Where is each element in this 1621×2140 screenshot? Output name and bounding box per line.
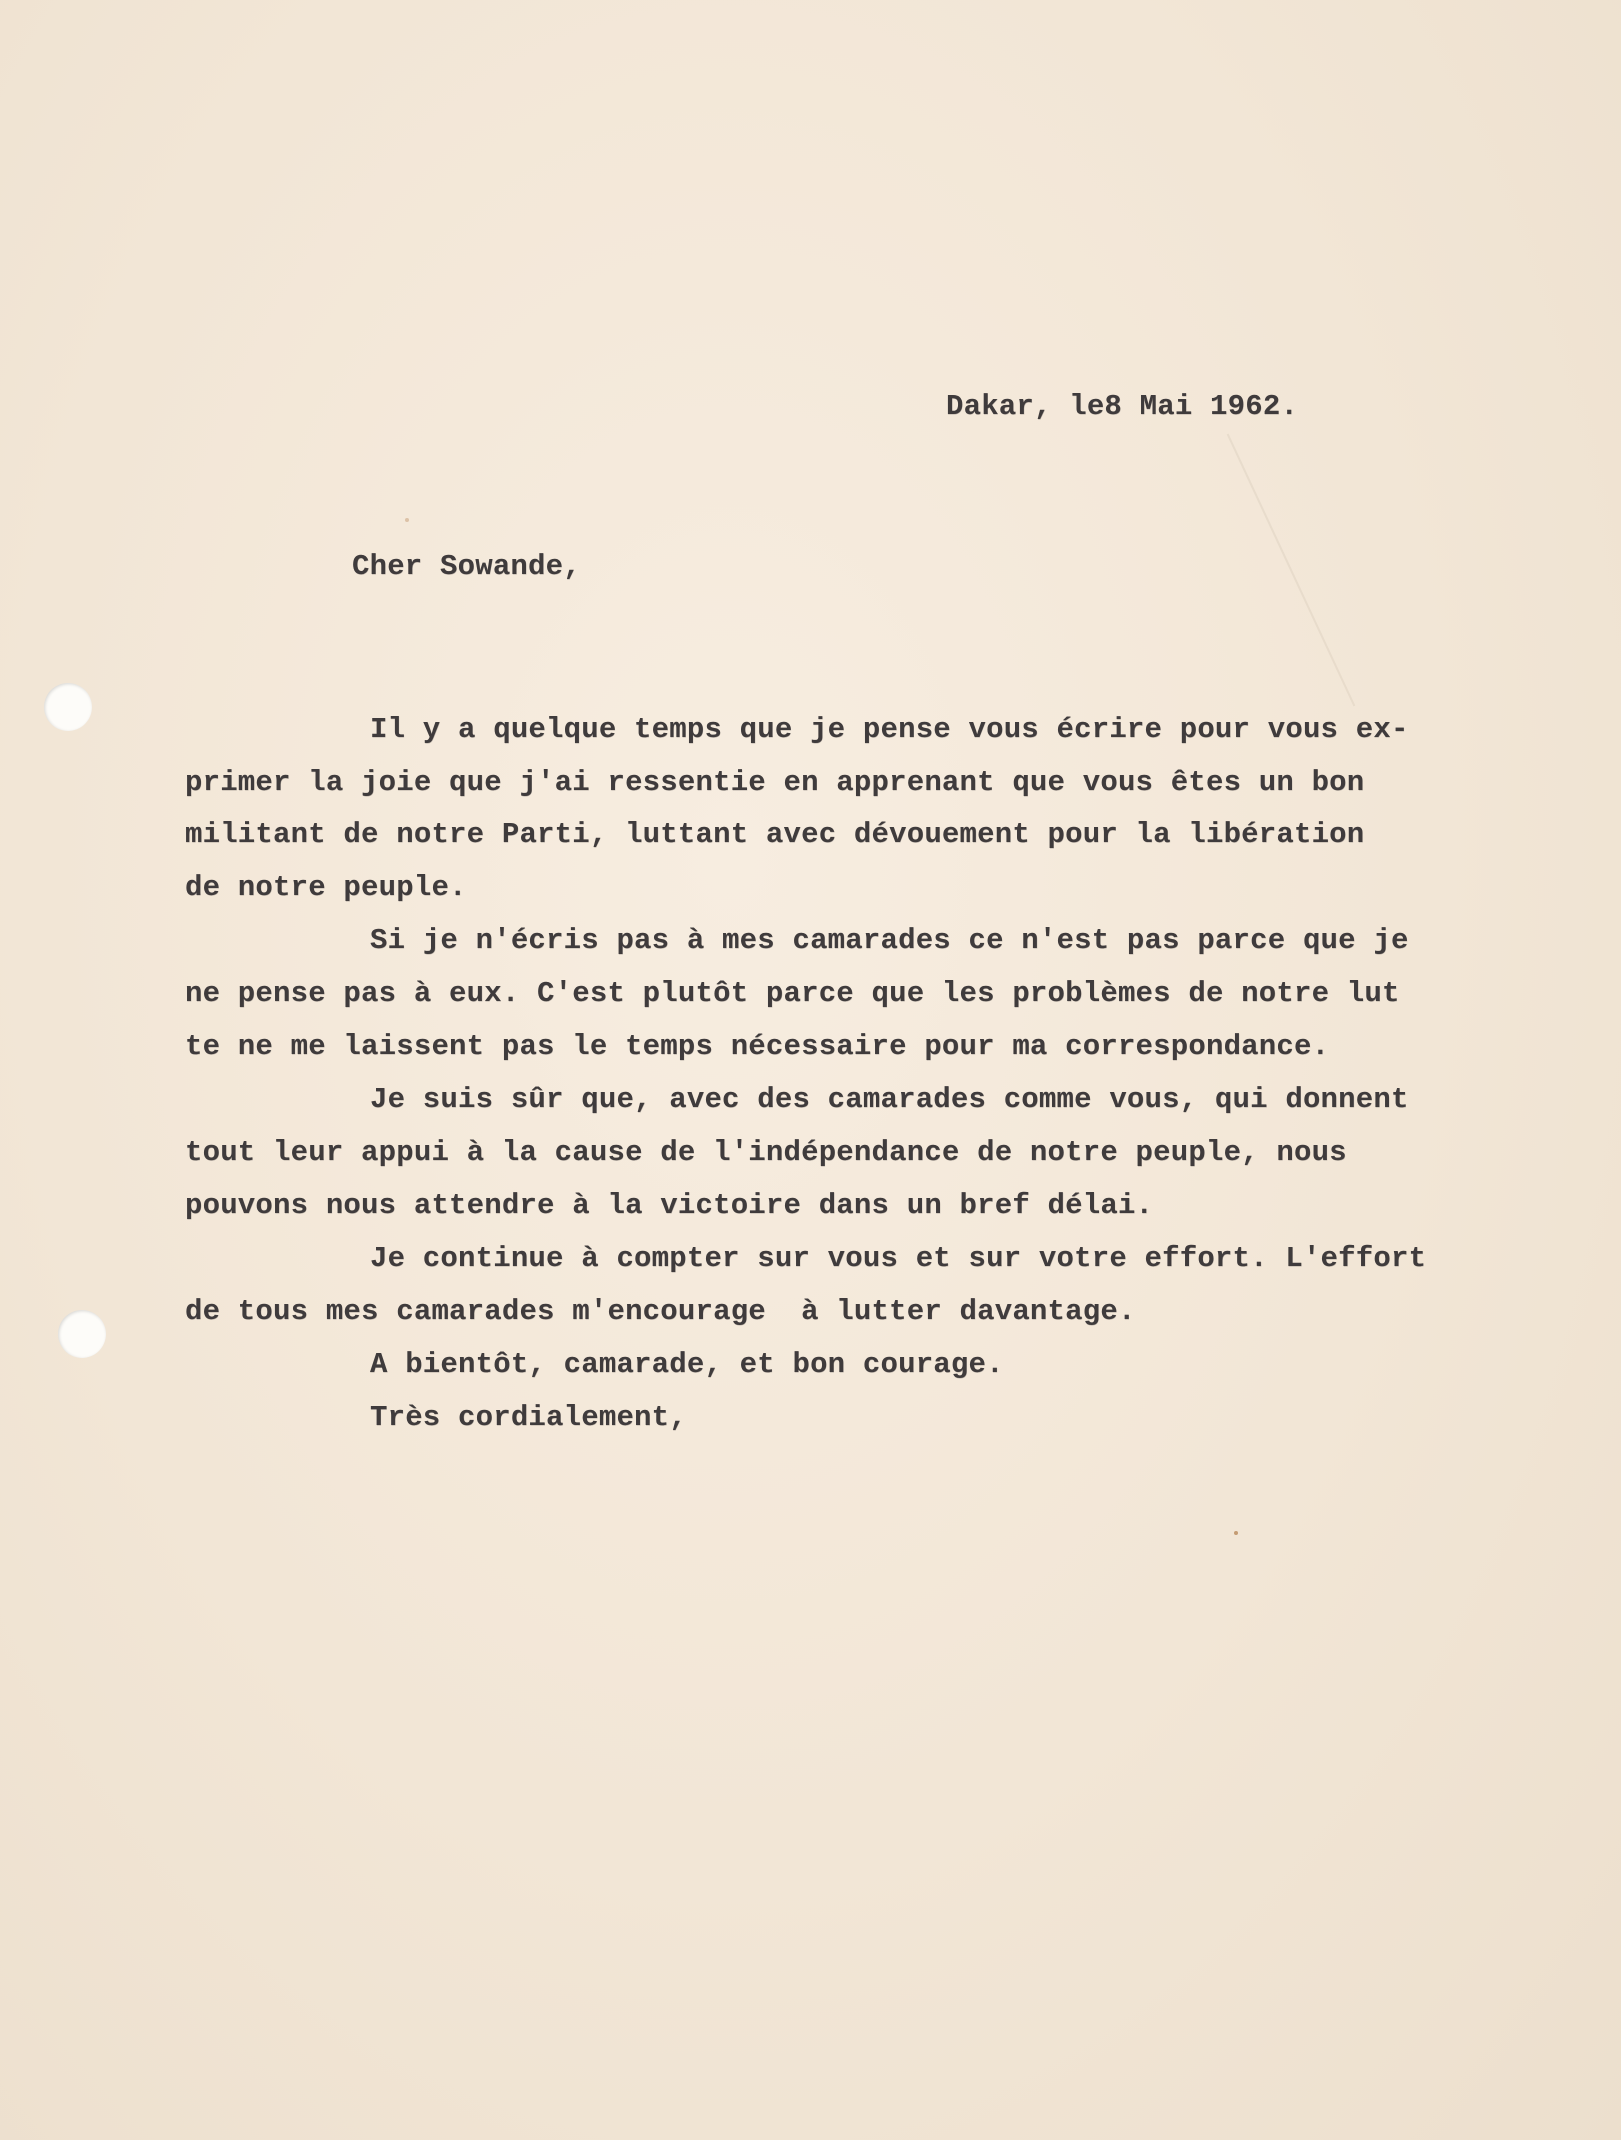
- body-line: Il y a quelque temps que je pense vous écrire pour vous ex-: [370, 713, 1409, 746]
- body-line: Si je n'écris pas à mes camarades ce n'est pas parce que je: [370, 924, 1409, 957]
- body-line: primer la joie que j'ai ressentie en apprenant que vous êtes un bon: [185, 766, 1365, 799]
- body-line: ne pense pas à eux. C'est plutôt parce que les problèmes de notre lut: [185, 977, 1400, 1010]
- date-line: Dakar, le8 Mai 1962.: [946, 390, 1299, 423]
- punch-hole-top: [44, 683, 92, 731]
- paper-speck: [1234, 1531, 1238, 1535]
- body-line: Je continue à compter sur vous et sur votre effort. L'effort: [370, 1242, 1427, 1275]
- body-line: Je suis sûr que, avec des camarades comme vous, qui donnent: [370, 1083, 1409, 1116]
- salutation: Cher Sowande,: [352, 550, 581, 583]
- closing-line: A bientôt, camarade, et bon courage.: [370, 1348, 1004, 1381]
- body-line: tout leur appui à la cause de l'indépendance de notre peuple, nous: [185, 1136, 1347, 1169]
- paper-speck: [405, 518, 409, 522]
- body-line: militant de notre Parti, luttant avec dévouement pour la libération: [185, 818, 1365, 851]
- body-line: te ne me laissent pas le temps nécessaire pour ma correspondance.: [185, 1030, 1330, 1063]
- punch-hole-bottom: [58, 1310, 106, 1358]
- body-line: de notre peuple.: [185, 871, 467, 904]
- body-line: de tous mes camarades m'encourage à lutter davantage.: [185, 1295, 1136, 1328]
- closing-line: Très cordialement,: [370, 1401, 687, 1434]
- paper-crease: [1227, 434, 1356, 707]
- body-line: pouvons nous attendre à la victoire dans un bref délai.: [185, 1189, 1154, 1222]
